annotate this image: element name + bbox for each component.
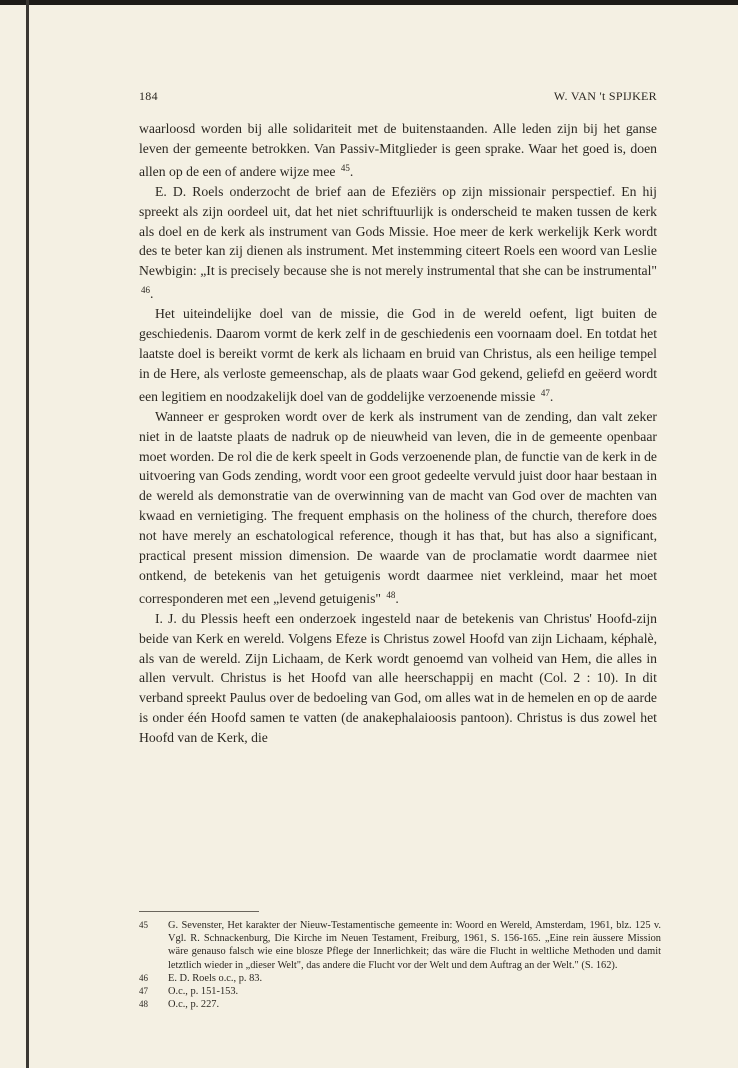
footnote — [139, 972, 661, 985]
page-number: 184 — [139, 89, 158, 103]
footnote — [139, 998, 661, 1011]
footnote-number: 48 — [139, 999, 148, 1010]
paragraph: waarloosd worden bij alle solidariteit met de buitenstaanden. Alle leden zijn bij het ganse leven der gemeente betrokken. Van Passiv-Mitglieder is geen sprake. Waar het goed is, doen allen op de een of andere wijze mee $^{45}$. — [139, 121, 657, 179]
footnote-number: 46 — [139, 972, 148, 983]
paragraph: E. D. Roels onderzocht de brief aan de Efeziërs op zijn missionair perspectief. En hij spreekt als zijn oordeel uit, dat het niet schriftuurlijk is onderscheid te maken tussen de kerk als doel en de kerk als instrument van Gods Missie. Hoe meer de kerk werkelijk Kerk wordt des te beter kan zij dienen als instrument. Met instemming citeert Roels een woord van Leslie Newbigin: „It is precisely because she is not merely instrumental that she can be instrumental" $^{46}$. — [139, 183, 657, 302]
paragraph: Wanneer er gesproken wordt over de kerk als instrument van de zending, dan valt zeker niet in de laatste plaats de nadruk op de nieuwheid van leven, die in de gemeente openbaar moet worden. De rol die de kerk speelt in Gods verzoenende plan, de functie van de kerk in de uitvoering van Gods zending, wordt voor een groot gedeelte vervuld juist door haar bestaan in de wereld als demonstratie van de overwinning van de macht van God over de machten van kwaad en vernietiging. The frequent emphasis on the holiness of the church, therefore does not have merely an eschatological reference, though it has that, but has also a significant, practical present mission dimension. De waarde van de proclamatie wordt daarmee niet ontkend, de betekenis van het getuigenis wordt daarmee niet verkleind, maar het moet corresponderen met een „levend getuigenis" $^{48}$. — [139, 408, 657, 606]
footnote-text: G. Sevenster, Het karakter der Nieuw-Testamentische gemeente in: Woord en Wereld, Amsterdam, 1961, blz. 125 v. Vgl. R. Schnackenburg, Die Kirche im Neuen Testament, Freiburg, 1961, S. 156-165. „Eine rein äussere Mission wäre genauso falsch wie eine blosze Pflege der Innerlichkeit; das wäre die Flucht in weltliche Methoden und damit letztlich wieder in „dieser Welt", das andere die Flucht vor der Welt und dem Auftrag an der Welt." (S. 162). — [168, 920, 661, 971]
footnote-ref: 48 — [386, 589, 396, 600]
page-top-border — [0, 0, 738, 5]
footnote — [139, 919, 661, 972]
body-text — [139, 119, 657, 748]
footnote-text: E. D. Roels o.c., p. 83. — [168, 972, 263, 984]
footnote-divider — [139, 911, 259, 912]
page-left-border — [26, 0, 29, 1068]
footnote-ref: 46 — [141, 285, 150, 296]
footnote-text: O.c., p. 227. — [168, 999, 220, 1011]
footnote — [139, 985, 661, 998]
footnote-ref: 45 — [340, 162, 350, 173]
footnotes — [139, 919, 661, 1011]
paragraph: Het uiteindelijke doel van de missie, die God in de wereld oefent, ligt buiten de geschiedenis. Daarom vormt de kerk zelf in de geschiedenis een voornaam doel. En totdat het laatste doel is bereikt vormt de kerk als lichaam en bruid van Christus, als een heilige tempel in de Here, als verloste gemeenschap, als de plaats waar God gekend, geliefd en geëerd wordt een legitiem en noodzakelijk doel van de goddelijke verzoenende missie $^{47}$. — [139, 306, 657, 404]
running-header — [139, 89, 657, 104]
running-title: W. VAN 't SPIJKER — [553, 89, 657, 103]
paragraph: I. J. du Plessis heeft een onderzoek ingesteld naar de betekenis van Christus' Hoofd-zijn beide van Kerk en wereld. Volgens Efeze is Christus zowel Hoofd van zijn Lichaam, képhalè, als van de wereld. Zijn Lichaam, de Kerk wordt genoemd van volheid van Hem, die alles in allen vervult. Christus is het Hoofd van alle heerschappij en macht (Col. 2 : 10). In dit verband spreekt Paulus over de bedoeling van God, om alles wat in de hemelen en op de aarde is onder één Hoofd samen te vatten (de anakephalaioosis pantoon). Christus is dus zowel het Hoofd van de Kerk, die — [139, 610, 657, 746]
footnote-number: 45 — [139, 920, 148, 930]
footnote-number: 47 — [139, 986, 148, 997]
footnote-text: O.c., p. 151-153. — [168, 986, 239, 998]
footnote-ref: 47 — [540, 387, 550, 398]
